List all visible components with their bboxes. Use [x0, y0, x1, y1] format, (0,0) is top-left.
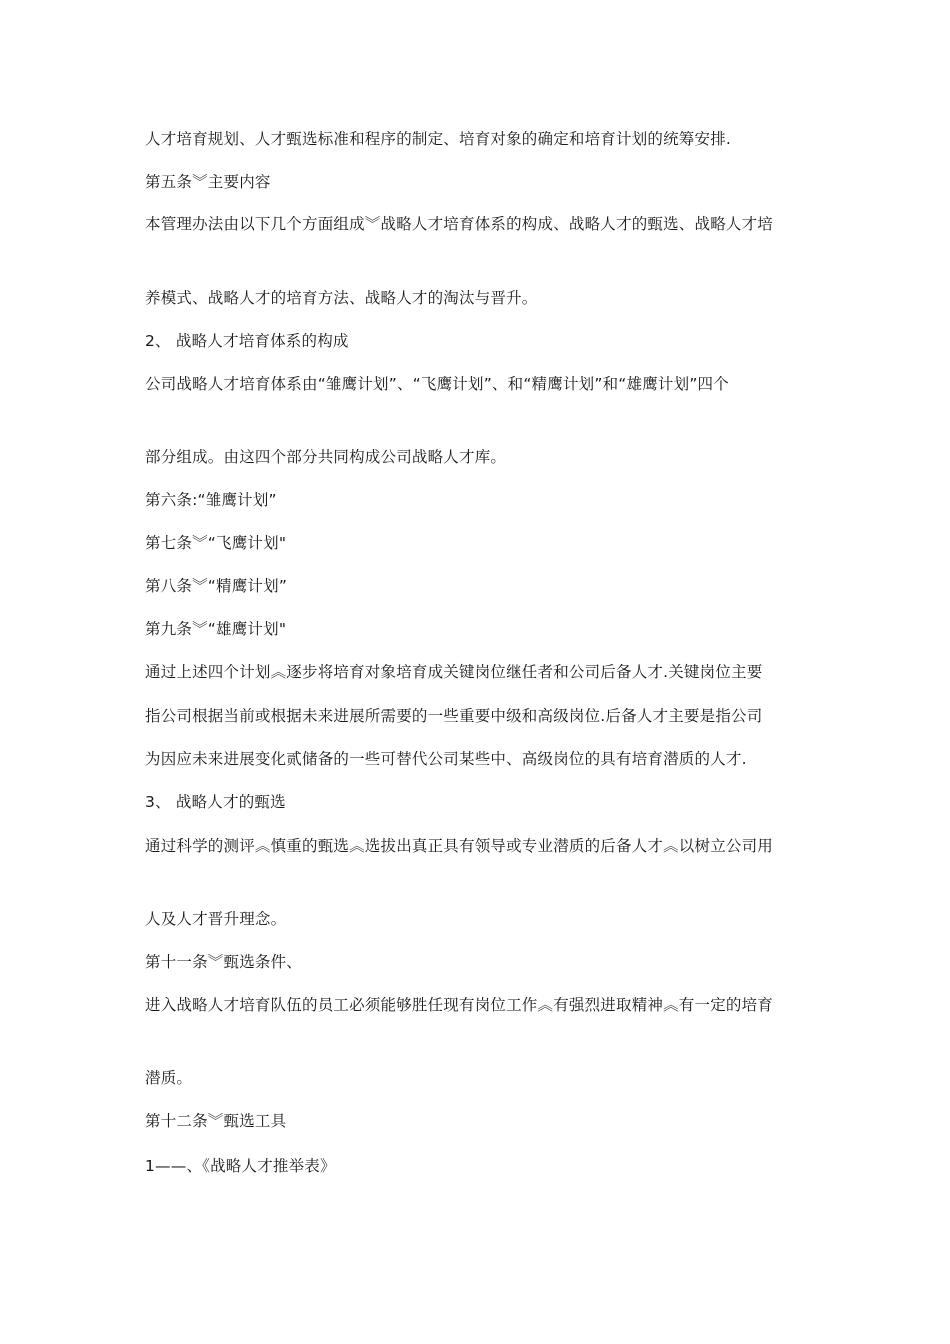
body-paragraph: 人才培育规划、人才甄选标准和程序的制定、培育对象的确定和培育计划的统筹安排.	[145, 130, 732, 148]
section-heading: 2、 战略人才培育体系的构成	[145, 332, 349, 350]
article-heading: 第九条︾“雄鹰计划"	[145, 620, 287, 638]
article-heading: 第十一条︾甄选条件、	[145, 953, 303, 971]
body-paragraph: 部分组成。由这四个部分共同构成公司战略人才库。	[145, 448, 507, 466]
body-paragraph: 通过上述四个计划︽逐步将培育对象培育成关键岗位继任者和公司后备人才.关键岗位主要	[145, 663, 763, 681]
body-paragraph: 进入战略人才培育队伍的员工必须能够胜任现有岗位工作︽有强烈进取精神︽有一定的培育	[145, 996, 774, 1014]
section-heading: 3、 战略人才的甄选	[145, 793, 286, 811]
body-paragraph: 潜质。	[145, 1069, 193, 1087]
article-heading: 第五条︾主要内容	[145, 173, 271, 191]
list-item: 1——、《战略人才推举表》	[145, 1157, 336, 1175]
article-heading: 第八条︾“精鹰计划”	[145, 577, 288, 595]
body-paragraph: 为因应未来进展变化贰储备的一些可替代公司某些中、高级岗位的具有培育潜质的人才.	[145, 750, 747, 768]
body-paragraph: 养模式、战略人才的培育方法、战略人才的淘汰与晋升。	[145, 289, 538, 307]
body-paragraph: 通过科学的测评︽慎重的甄选︽选拔出真正具有领导或专业潜质的后备人才︽以树立公司用	[145, 837, 774, 855]
body-paragraph: 公司战略人才培育体系由“雏鹰计划”、“飞鹰计划”、和“精鹰计划”和“雄鹰计划”四个	[145, 375, 729, 393]
article-heading: 第七条︾“飞鹰计划"	[145, 534, 287, 552]
body-paragraph: 人及人才晋升理念。	[145, 910, 287, 928]
article-heading: 第十二条︾甄选工具	[145, 1112, 287, 1130]
body-paragraph: 本管理办法由以下几个方面组成︾战略人才培育体系的构成、战略人才的甄选、战略人才培	[145, 215, 774, 233]
article-heading: 第六条:“雏鹰计划”	[145, 491, 277, 509]
body-paragraph: 指公司根据当前或根据未来进展所需要的一些重要中级和高级岗位.后备人才主要是指公司	[145, 707, 763, 725]
